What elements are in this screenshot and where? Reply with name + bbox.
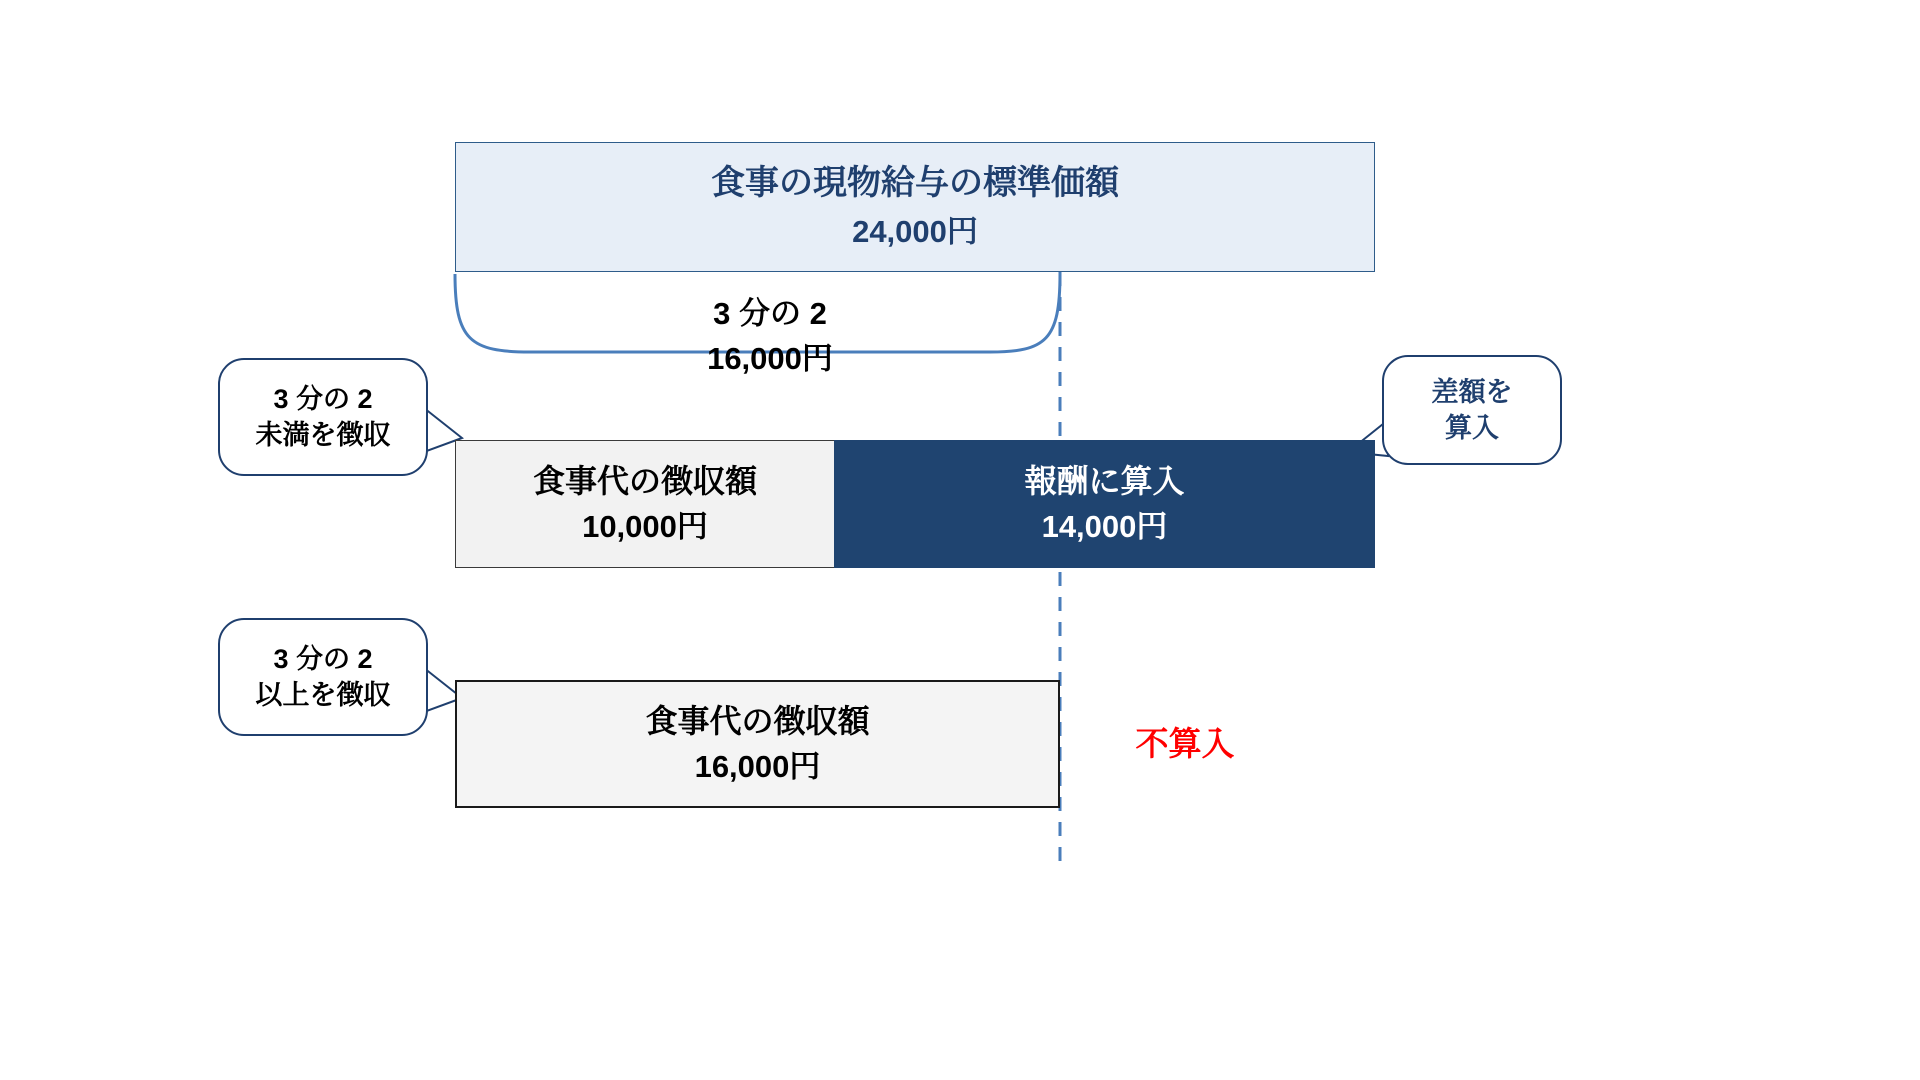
case1-callout: [218, 358, 428, 476]
standard-value-amount: 24,000円: [852, 213, 978, 249]
standard-value-box: [455, 142, 1375, 272]
case2-callout-line1: 3 分の 2: [273, 643, 373, 674]
case1-difference-callout-line2: 算入: [1445, 413, 1499, 443]
case1-collected-box: [455, 440, 835, 568]
case1-callout-line1: 3 分の 2: [273, 383, 373, 414]
case1-collected-amount: 10,000円: [582, 509, 708, 545]
case2-callout: [218, 618, 428, 736]
case1-included-title: 報酬に算入: [1024, 463, 1185, 500]
case1-callout-line2: 未満を徴収: [255, 420, 391, 450]
brace-ratio-label: 3 分の 2: [713, 296, 827, 331]
brace-amount-label: 16,000円: [707, 340, 833, 376]
case2-collected-amount: 16,000円: [694, 749, 821, 785]
case1-included-box: [834, 440, 1375, 568]
case2-not-included-label: 不算入: [1135, 725, 1235, 762]
case1-included-amount: 14,000円: [1041, 509, 1168, 545]
brace-label: [610, 292, 930, 382]
case2-collected-title: 食事代の徴収額: [645, 703, 870, 740]
case2-collected-box: [455, 680, 1060, 808]
case2-callout-line2: 以上を徴収: [255, 680, 391, 710]
case1-difference-callout-line1: 差額を: [1431, 376, 1513, 407]
case1-difference-callout: [1382, 355, 1562, 465]
standard-value-title: 食事の現物給与の標準価額: [711, 164, 1119, 203]
case1-collected-title: 食事代の徴収額: [532, 463, 757, 500]
